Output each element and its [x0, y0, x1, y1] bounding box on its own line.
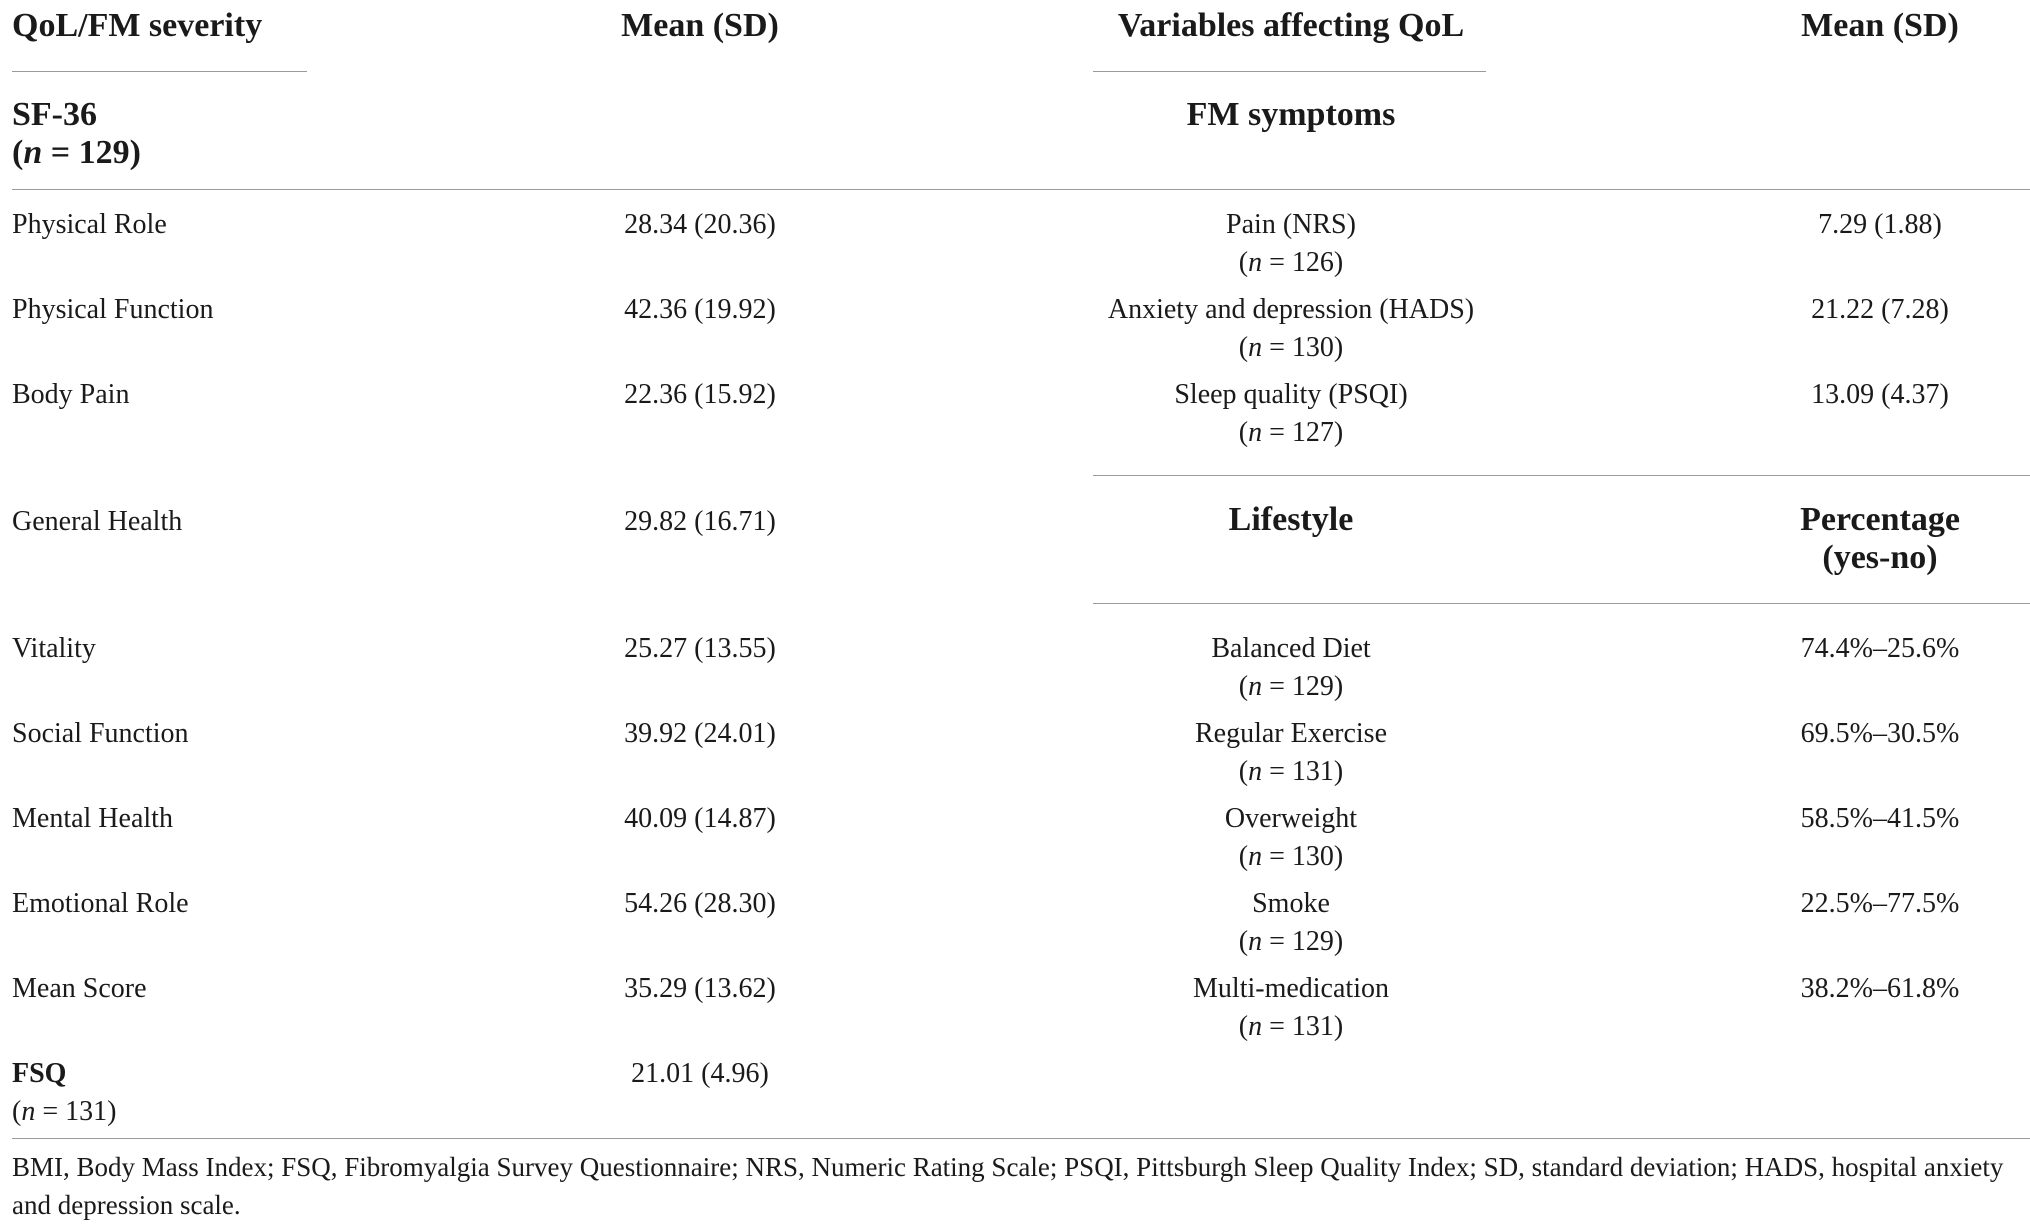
fm-row-value: 21.22 (7.28): [1811, 294, 1949, 325]
sf36-row-value: 35.29 (13.62): [624, 973, 776, 1004]
header-underline-right: [1093, 71, 1486, 72]
lifestyle-row-label: Multi-medication: [1193, 973, 1389, 1004]
lifestyle-row-value: 22.5%–77.5%: [1800, 888, 1960, 919]
fm-row-label: Sleep quality (PSQI): [1174, 379, 1408, 410]
header-percentage-sub: (yes-no): [1822, 539, 1938, 576]
lifestyle-row-value: 38.2%–61.8%: [1800, 973, 1960, 1004]
sf36-row-label: Social Function: [12, 718, 189, 749]
table-footnote: BMI, Body Mass Index; FSQ, Fibromyalgia Survey Questionnaire; NRS, Numeric Rating Scale; PSQI, Pittsburgh Sleep Quality Index; SD, standard deviation; HADS, hospital anxiety and depression scale.: [12, 1152, 2004, 1220]
lifestyle-divider-bottom: [1093, 603, 2030, 604]
section-divider: [12, 189, 2030, 190]
lifestyle-row-value: 69.5%–30.5%: [1800, 718, 1960, 749]
sf36-row-label: General Health: [12, 506, 183, 537]
section-title-fm-symptoms: FM symptoms: [1186, 96, 1396, 133]
fm-row-n: (n = 127): [1238, 417, 1344, 448]
sf36-row-label: Mean Score: [12, 973, 147, 1004]
lifestyle-row-value: 74.4%–25.6%: [1800, 633, 1960, 664]
sf36-row-label: Mental Health: [12, 803, 173, 834]
lifestyle-divider-top: [1093, 475, 2030, 476]
lifestyle-row-n: (n = 131): [1238, 756, 1344, 787]
section-n-sf36: (n = 129): [12, 134, 141, 171]
lifestyle-row-n: (n = 129): [1238, 671, 1344, 702]
table-bottom-rule: [12, 1138, 2030, 1139]
sf36-row-value: 25.27 (13.55): [624, 633, 776, 664]
sf36-row-value: 29.82 (16.71): [624, 506, 776, 537]
fm-row-n: (n = 130): [1238, 332, 1344, 363]
fm-row-value: 13.09 (4.37): [1811, 379, 1949, 410]
lifestyle-row-n: (n = 130): [1238, 841, 1344, 872]
sf36-row-value: 54.26 (28.30): [624, 888, 776, 919]
header-variables-affecting-qol: Variables affecting QoL: [1117, 7, 1465, 44]
sf36-row-value: 42.36 (19.92): [624, 294, 776, 325]
header-percentage: Percentage: [1800, 501, 1960, 538]
sf36-row-label: Body Pain: [12, 379, 130, 410]
section-title-sf36: SF-36: [12, 96, 97, 133]
fm-row-label: Pain (NRS): [1226, 209, 1356, 240]
lifestyle-row-label: Balanced Diet: [1211, 633, 1371, 664]
sf36-row-value: 22.36 (15.92): [624, 379, 776, 410]
lifestyle-row-label: Regular Exercise: [1194, 718, 1388, 749]
fm-row-value: 7.29 (1.88): [1818, 209, 1942, 240]
lifestyle-row-n: (n = 129): [1238, 926, 1344, 957]
lifestyle-row-value: 58.5%–41.5%: [1800, 803, 1960, 834]
fm-row-label: Anxiety and depression (HADS): [1107, 294, 1475, 325]
lifestyle-row-label: Overweight: [1224, 803, 1358, 834]
sf36-row-value: 28.34 (20.36): [624, 209, 776, 240]
sf36-row-label: Emotional Role: [12, 888, 189, 919]
header-qol-fm-severity: QoL/FM severity: [12, 7, 263, 44]
sf36-row-value: 39.92 (24.01): [624, 718, 776, 749]
fm-row-n: (n = 126): [1238, 247, 1344, 278]
sf36-row-label: Vitality: [12, 633, 96, 664]
header-mean-sd-left: Mean (SD): [621, 7, 779, 44]
lifestyle-row-n: (n = 131): [1238, 1011, 1344, 1042]
header-mean-sd-right: Mean (SD): [1801, 7, 1959, 44]
sf36-row-label: Physical Function: [12, 294, 214, 325]
fsq-label: FSQ: [12, 1058, 67, 1089]
sf36-row-label: Physical Role: [12, 209, 167, 240]
fsq-n: (n = 131): [12, 1096, 117, 1127]
section-title-lifestyle: Lifestyle: [1228, 501, 1354, 538]
fsq-value: 21.01 (4.96): [631, 1058, 769, 1089]
lifestyle-row-label: Smoke: [1252, 888, 1330, 919]
header-underline-left: [12, 71, 307, 72]
sf36-row-value: 40.09 (14.87): [624, 803, 776, 834]
